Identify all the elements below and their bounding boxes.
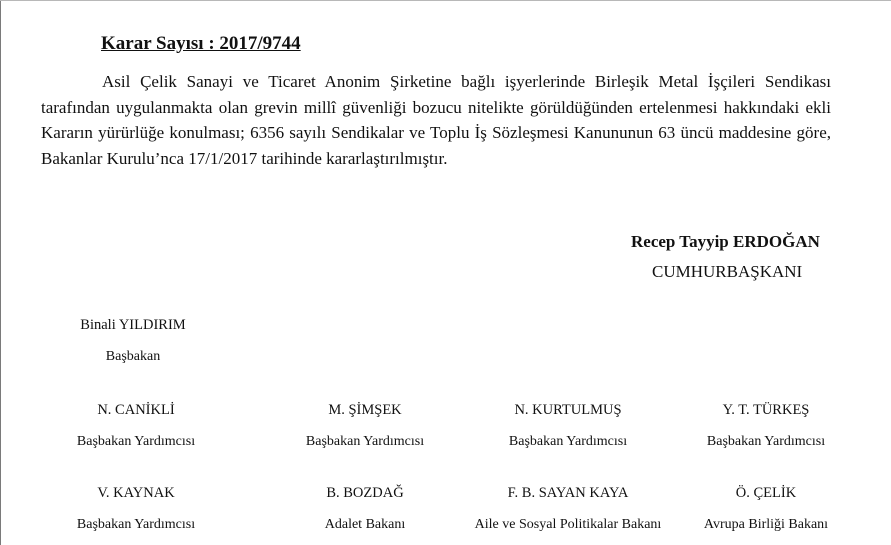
signatory-title: Başbakan [105,349,161,364]
president-title: CUMHURBAŞKANI [652,262,803,281]
signatory-name: F. B. SAYAN KAYA [507,485,629,501]
signatory-title: Başbakan Yardımcısı [305,434,425,449]
signatory-title: Başbakan Yardımcısı [508,434,628,449]
page-top-border [0,0,891,1]
decision-body-text: Asil Çelik Sanayi ve Ticaret Anonim Şirketine bağlı işyerlerinde Birleşik Metal İşçileri Sendikası tarafından uygulanmakta olan grevin millî güvenliği bozucu nitelikte görüldüğünden ertelenmesi hakkındaki ekli Kararın yürürlüğe konulması; 6356 sayılı Sendikalar ve Toplu İş Sözleşmesi Kanununun 63 üncü maddesine göre, Bakanlar Kurulu’nca 17/1/2017 tarihinde kararlaştırılmıştır. [41,72,831,168]
signatory-title: Avrupa Birliği Bakanı [703,517,829,532]
signatory-title: Adalet Bakanı [324,517,406,532]
signatory-name: B. BOZDAĞ [326,485,404,501]
signatory-name: Binali YILDIRIM [80,317,186,333]
signatory-name: V. KAYNAK [97,485,175,501]
president-name: Recep Tayyip ERDOĞAN [631,232,820,251]
signatory-title: Başbakan Yardımcısı [76,517,196,532]
signatory-name: Ö. ÇELİK [735,485,797,501]
signatory-title: Başbakan Yardımcısı [76,434,196,449]
signatory-name: N. CANİKLİ [97,402,175,418]
page-left-border [0,0,1,545]
signatory-title: Başbakan Yardımcısı [706,434,826,449]
signatory-name: N. KURTULMUŞ [514,402,622,418]
signatory-title: Aile ve Sosyal Politikalar Bakanı [474,517,662,532]
signatory-name: Y. T. TÜRKEŞ [722,402,810,418]
signatory-name: M. ŞİMŞEK [328,402,402,418]
decision-number-title: Karar Sayısı : 2017/9744 [101,33,301,54]
